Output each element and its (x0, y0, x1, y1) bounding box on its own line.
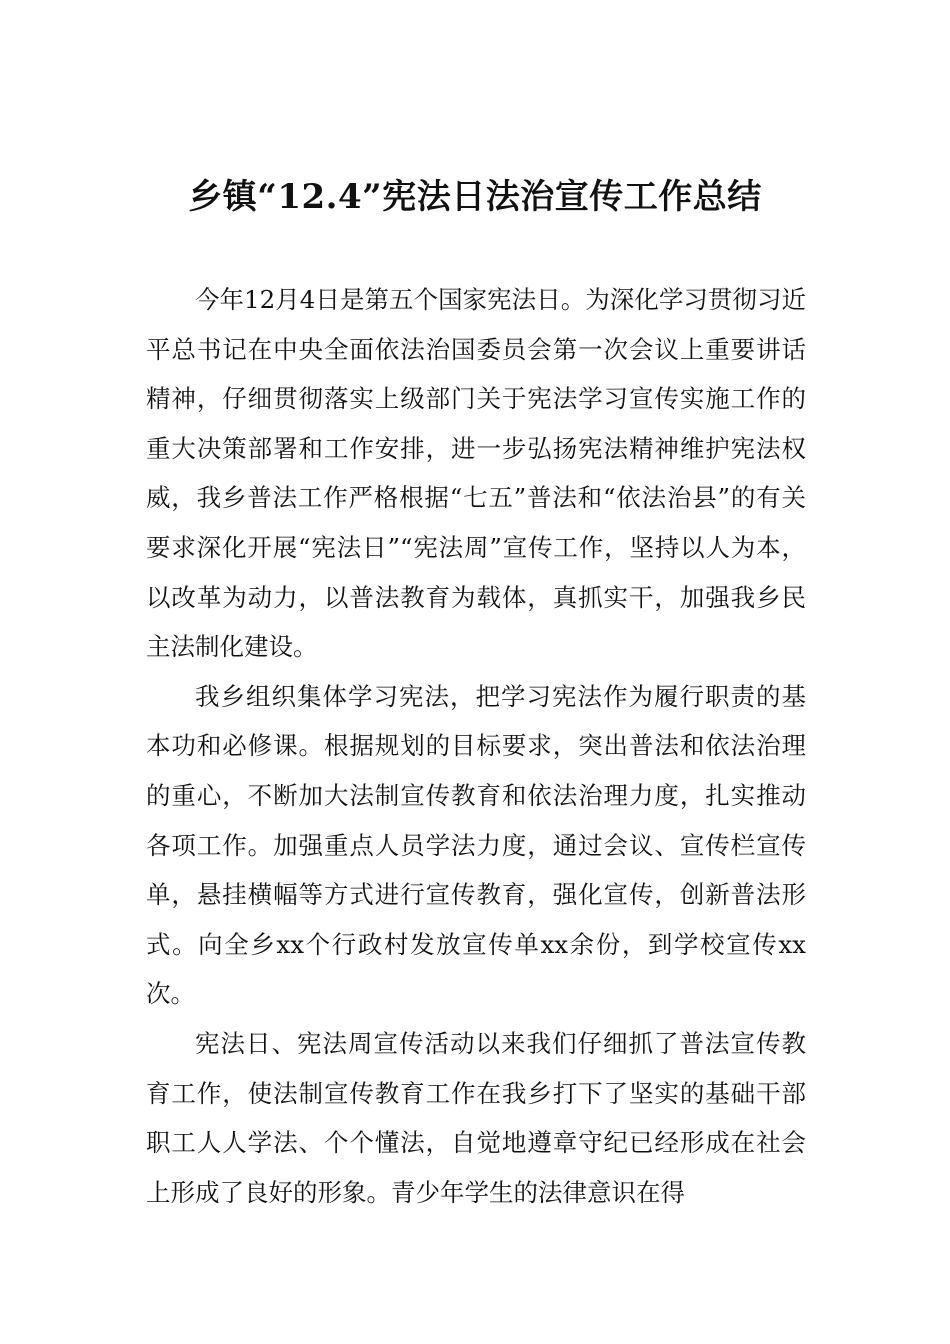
paragraph-3: 宪法日、宪法周宣传活动以来我们仔细抓了普法宣传教育工作，使法制宣传教育工作在我乡打下了坚实的基础干部职工人人学法、个个懂法，自觉地遵章守纪已经形成在社会上形成了良好的形象。青少年学生的法律意识在得 (146, 1028, 806, 1207)
document-body (146, 275, 806, 1217)
document-title: 乡镇“12.4”宪法日法治宣传工作总结 (188, 177, 762, 217)
paragraph-1: 今年12月4日是第五个国家宪法日。为深化学习贯彻习近平总书记在中央全面依法治国委员会第一次会议上重要讲话精神，仔细贯彻落实上级部门关于宪法学习宣传实施工作的重大决策部署和工作安排，进一步弘扬宪法精神维护宪法权威，我乡普法工作严格根据“七五”普法和“依法治县”的有关要求深化开展“宪法日”“宪法周”宣传工作，坚持以人为本，以改革为动力，以普法教育为载体，真抓实干，加强我乡民主法制化建设。 (146, 285, 806, 662)
paragraph-2: 我乡组织集体学习宪法，把学习宪法作为履行职责的基本功和必修课。根据规划的目标要求，突出普法和依法治理的重心，不断加大法制宣传教育和依法治理力度，扎实推动各项工作。加强重点人员学法力度，通过会议、宣传栏宣传单，悬挂横幅等方式进行宣传教育，强化宣传，创新普法形式。向全乡xx个行政村发放宣传单xx余份，到学校宣传xx次。 (146, 681, 806, 1009)
